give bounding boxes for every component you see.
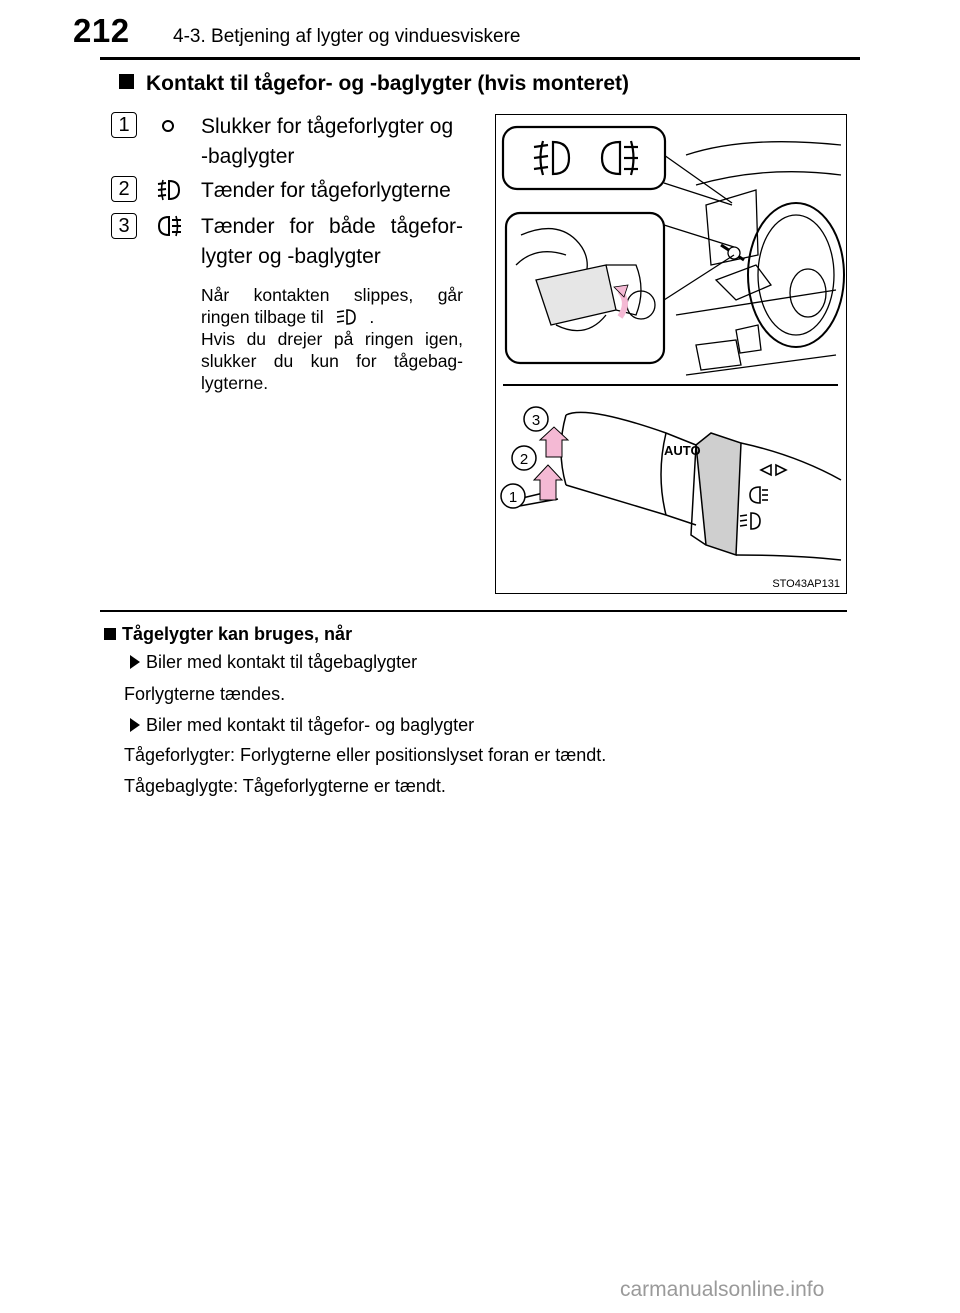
front-fog-icon <box>155 176 185 204</box>
item-1-line-2: -baglygter <box>201 145 295 168</box>
item-number-1: 1 <box>111 112 137 138</box>
note-line-1: Når kontakten slippes, går <box>201 285 463 305</box>
fog-light-switch-illustration <box>495 114 847 594</box>
item-number-3: 3 <box>111 213 137 239</box>
square-bullet-icon <box>119 74 134 89</box>
triangle-bullet-icon <box>130 655 140 669</box>
section-title: Kontakt til tågefor- og -baglygter (hvis monteret) <box>119 72 629 96</box>
illustration-code: STO43AP131 <box>772 578 840 590</box>
item-3-line-1: Tænder for både tågefor- <box>201 215 463 238</box>
page-number: 212 <box>73 12 130 49</box>
subsection-title: Tågelygter kan bruges, når <box>104 624 352 645</box>
note-line-3: Hvis du drejer på ringen igen, <box>201 329 463 349</box>
off-icon <box>155 113 181 139</box>
front-fog-inline-icon <box>334 307 362 327</box>
square-bullet-icon <box>104 628 116 640</box>
chapter-heading: 4-3. Betjening af lygter og vinduesviskere <box>173 26 521 47</box>
callout-1: 1 <box>508 489 518 506</box>
item-1-line-1: Slukker for tågeforlygter og <box>201 115 454 138</box>
callout-3: 3 <box>531 412 541 429</box>
note-line-5: lygterne. <box>201 373 269 393</box>
rear-fog-icon <box>155 212 185 240</box>
bullet-front-rear-fog-cars: Biler med kontakt til tågefor- og baglygter <box>130 715 474 736</box>
item-2-line-1: Tænder for tågeforlygterne <box>201 179 451 202</box>
note-line-4: slukker du kun for tågebag- <box>201 351 463 371</box>
note-line-2: ringen tilbage til . <box>201 307 375 327</box>
paragraph-1: Forlygterne tændes. <box>124 684 286 704</box>
section-divider <box>100 610 847 612</box>
bullet-rear-fog-cars: Biler med kontakt til tågebaglygter <box>130 652 417 673</box>
item-number-2: 2 <box>111 176 137 202</box>
triangle-bullet-icon <box>130 718 140 732</box>
auto-label: AUTO <box>664 443 701 458</box>
illustration-drawing <box>496 115 845 592</box>
watermark: carmanualsonline.info <box>620 1278 825 1301</box>
callout-2: 2 <box>519 451 529 468</box>
item-3-line-2: lygter og -baglygter <box>201 245 381 268</box>
header-rule <box>100 57 860 60</box>
paragraph-2: Tågeforlygter: Forlygterne eller positionslyset foran er tændt. <box>124 745 607 765</box>
paragraph-3: Tågebaglygte: Tågeforlygterne er tændt. <box>124 776 446 796</box>
